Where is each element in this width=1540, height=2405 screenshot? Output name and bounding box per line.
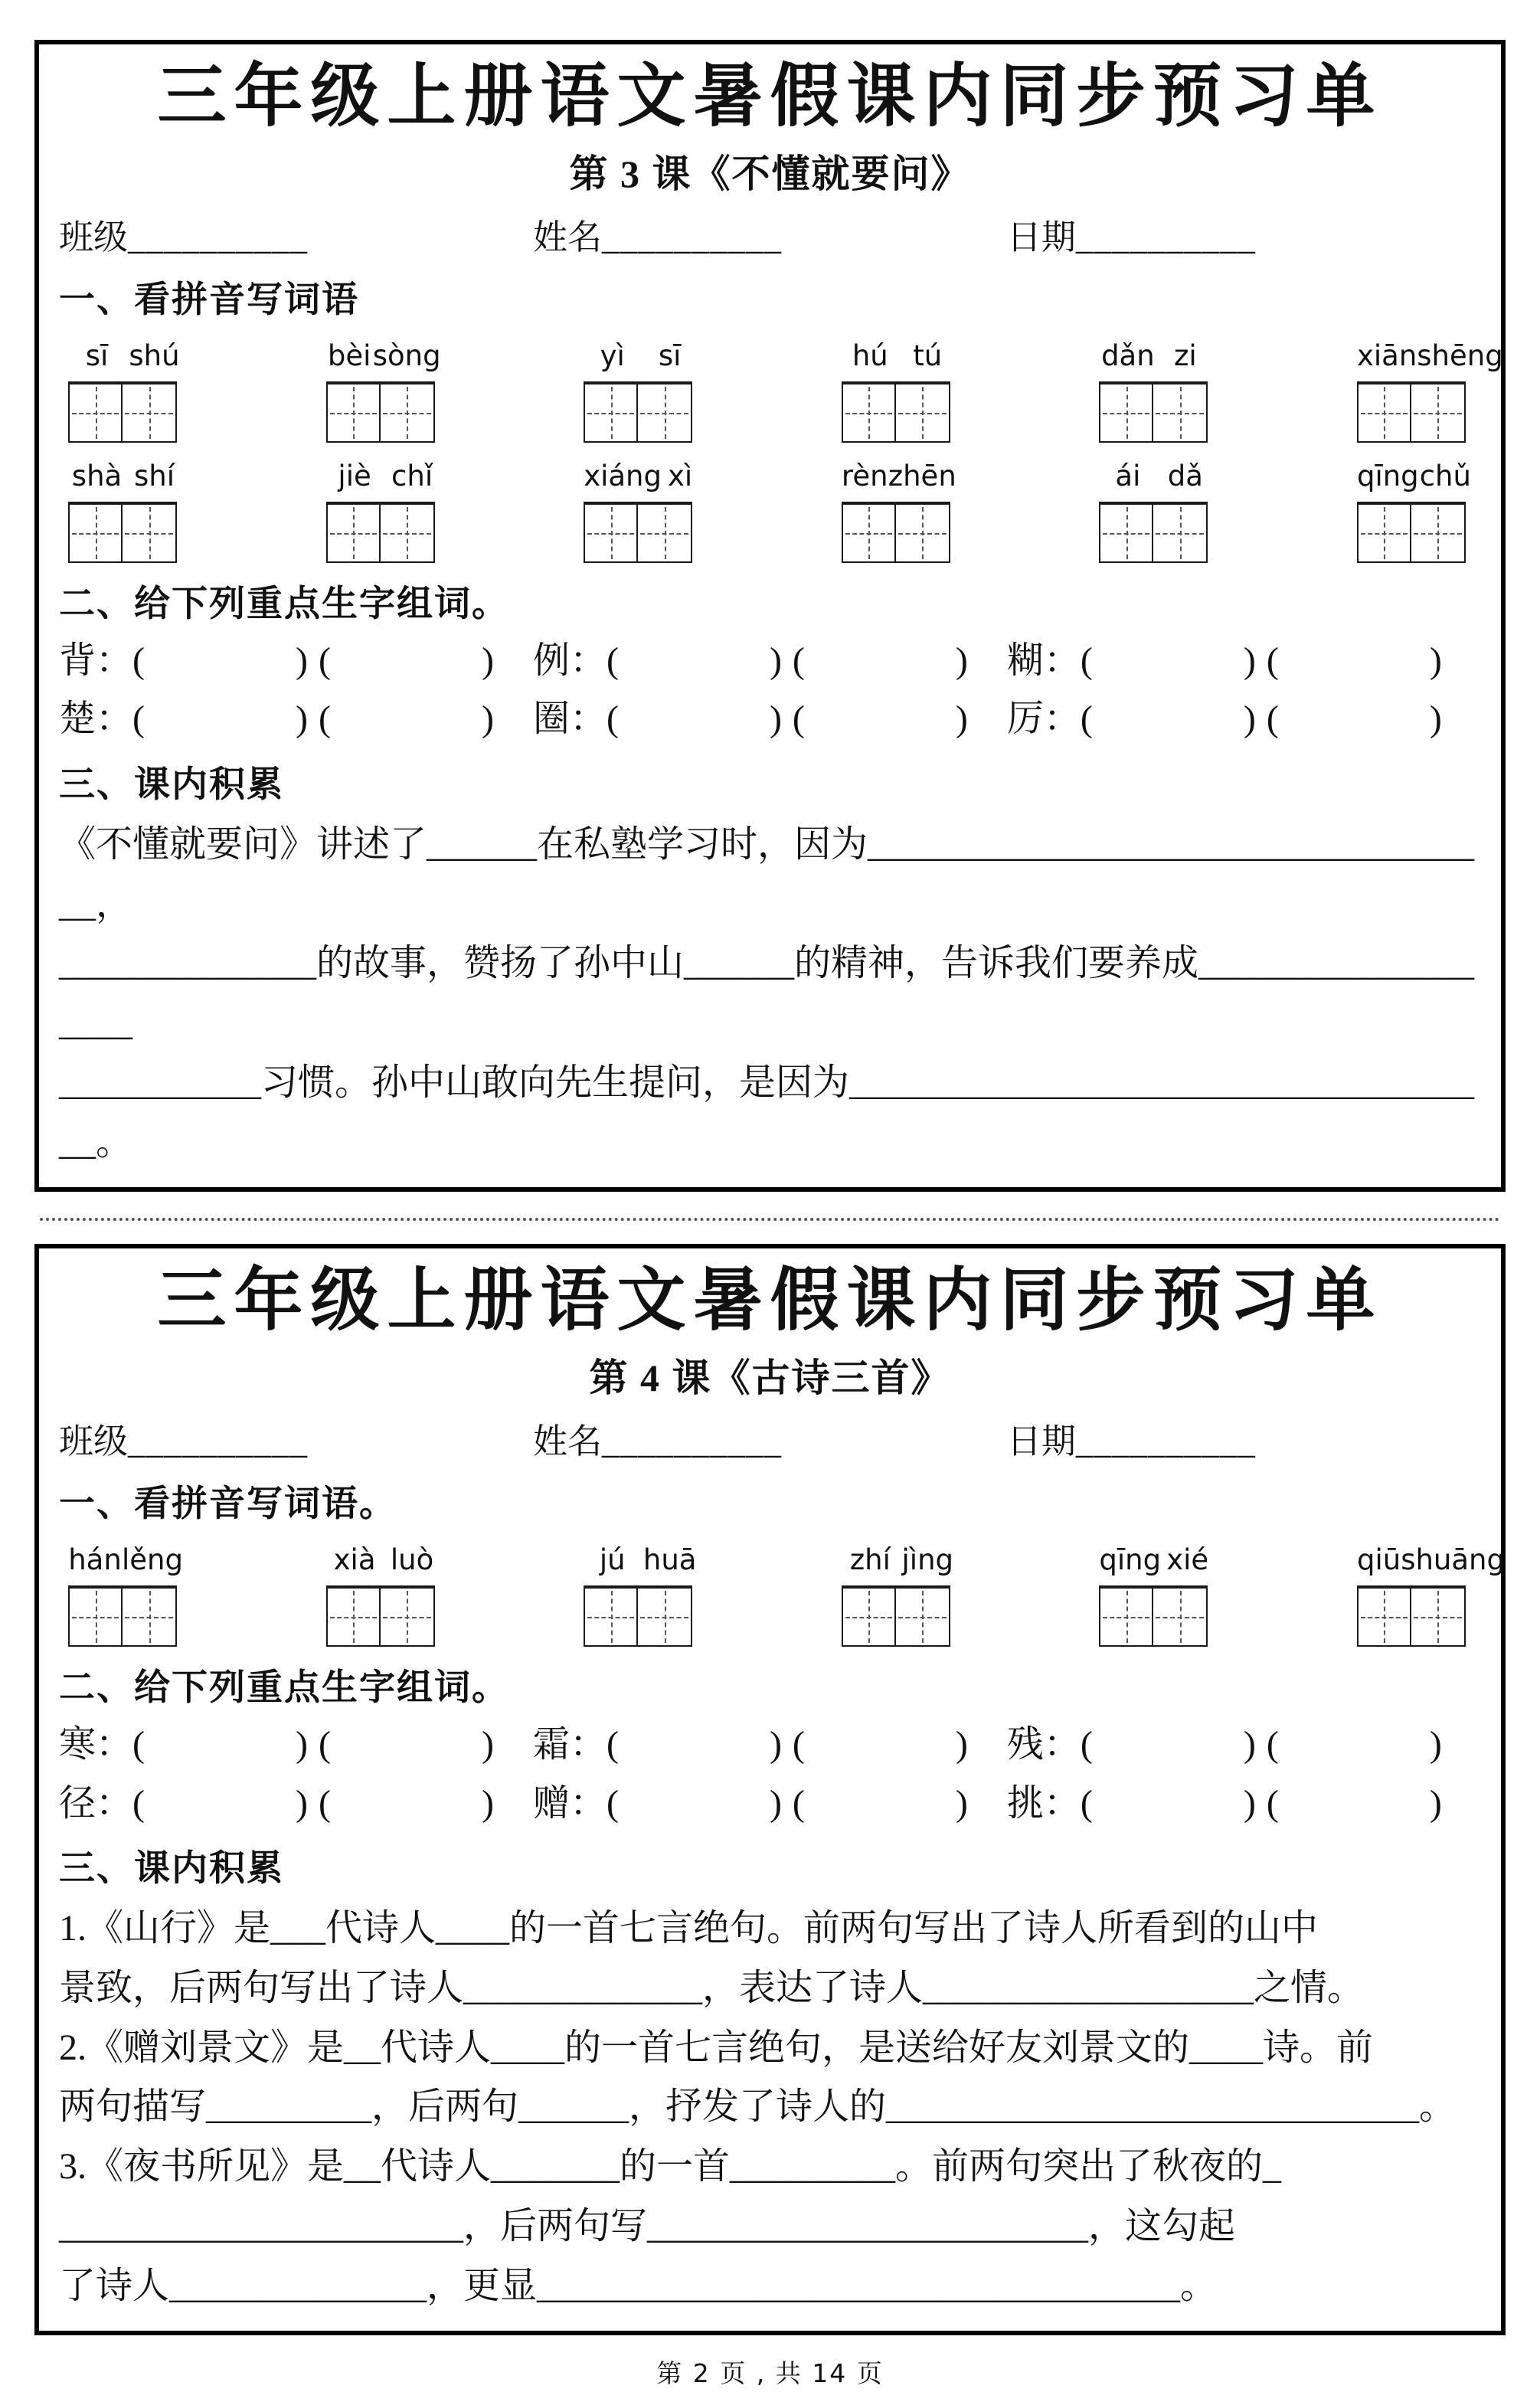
pinyin-label [1099, 460, 1214, 492]
pinyin-label [326, 460, 441, 492]
writing-box [326, 381, 381, 443]
pinyin-syllable-1: hán [68, 1543, 122, 1577]
pinyin-label [1356, 339, 1503, 372]
pinyin-syllable-2: dǎ [1167, 460, 1203, 492]
pinyin-syllable-1: zhí [849, 1543, 891, 1577]
pinyin-word-group [1099, 1543, 1214, 1647]
paren-blanks: ( ) ( ) [606, 699, 969, 740]
page-divider [40, 1218, 1500, 1221]
zuci-group [59, 1780, 533, 1827]
paren-blanks: ( ) ( ) [1080, 699, 1443, 740]
page-title: 三年级上册语文暑假课内同步预习单 [157, 59, 1383, 135]
pinyin-word-group [584, 460, 698, 563]
zuci-group [533, 695, 1007, 743]
pinyin-syllable-1: dǎn [1101, 339, 1155, 372]
field-class [59, 209, 533, 259]
zuci-char: 楚： [59, 699, 133, 740]
zuci-group [59, 1721, 533, 1769]
zuci-char: 厉： [1006, 699, 1081, 740]
field-date-label: 日期 [1006, 218, 1076, 257]
field-date-blank: __________ [1075, 218, 1256, 257]
pinyin-row [59, 1543, 1505, 1647]
writing-box [1357, 381, 1411, 443]
paren-blanks: ( ) ( ) [1080, 1782, 1443, 1824]
paren-blanks: ( ) ( ) [1080, 1724, 1443, 1765]
writing-box [1153, 381, 1208, 443]
paren-blanks: ( ) ( ) [132, 1782, 495, 1824]
pinyin-label [842, 460, 956, 492]
pinyin-syllable-1: qīng [1356, 460, 1419, 492]
pinyin-syllable-2: xì [667, 460, 693, 492]
pinyin-label [1099, 1543, 1214, 1576]
fill-line: 2.《赠刘景文》是__代诗人____的一首七言绝句，是送给好友刘景文的____诗。前 [59, 2027, 1374, 2068]
writing-box [584, 502, 638, 563]
header-fields [59, 209, 1481, 259]
writing-box-pair [68, 502, 183, 563]
writing-box-pair [1357, 1585, 1472, 1647]
writing-box [1153, 502, 1208, 563]
writing-box [842, 381, 896, 443]
pinyin-word-group [842, 1543, 956, 1647]
writing-box [1099, 381, 1153, 443]
field-class-blank: __________ [128, 1422, 309, 1461]
writing-box-pair [326, 1585, 441, 1647]
worksheet-page-1 [34, 40, 1506, 1192]
section-one-heading: 一、看拼音写词语 [59, 279, 359, 321]
field-date-label: 日期 [1006, 1422, 1076, 1461]
writing-box-pair [1357, 502, 1472, 563]
pinyin-syllable-2: chǐ [391, 460, 433, 492]
fill-line: 1.《山行》是___代诗人____的一首七言绝句。前两句写出了诗人所看到的山中 [59, 1908, 1319, 1949]
pinyin-row [59, 339, 1503, 443]
pinyin-syllable-2: jìng [901, 1543, 954, 1577]
section-one-heading: 一、看拼音写词语。 [59, 1483, 397, 1526]
paren-blanks: ( ) ( ) [132, 699, 495, 740]
writing-box [584, 381, 638, 443]
section-three-heading: 三、课内积累 [59, 763, 284, 806]
fill-line: 《不懂就要问》讲述了______在私塾学习时，因为___________________________________， [59, 823, 1475, 924]
pinyin-word-group [1356, 1543, 1505, 1647]
writing-box [1411, 502, 1466, 563]
zuci-row [59, 1721, 1481, 1769]
field-class-label: 班级 [59, 1422, 129, 1461]
pinyin-word-group [1099, 460, 1214, 563]
writing-box [326, 1585, 381, 1647]
zuci-char: 例： [532, 640, 607, 681]
pinyin-label [326, 339, 441, 372]
writing-box-pair [842, 502, 956, 563]
zuci-row [59, 1780, 1481, 1827]
zuci-row [59, 637, 1481, 685]
pinyin-word-group [842, 339, 956, 443]
header-fields [59, 1413, 1481, 1463]
writing-box [896, 381, 950, 443]
paren-blanks: ( ) ( ) [132, 640, 495, 681]
writing-box [326, 502, 381, 563]
pinyin-syllable-1: bèi [327, 339, 371, 372]
writing-box [1153, 1585, 1208, 1647]
writing-box [896, 1585, 950, 1647]
writing-box-pair [1099, 1585, 1214, 1647]
pinyin-syllable-2: shēng [1417, 339, 1503, 372]
pinyin-syllable-1: yì [600, 339, 625, 372]
pinyin-label [68, 460, 183, 492]
pinyin-word-group [326, 460, 441, 563]
writing-box [842, 502, 896, 563]
zuci-row [59, 695, 1481, 743]
field-class-label: 班级 [59, 218, 129, 257]
writing-box-pair [68, 1585, 183, 1647]
writing-box [584, 1585, 638, 1647]
writing-box [638, 1585, 692, 1647]
paren-blanks: ( ) ( ) [606, 1724, 969, 1765]
writing-box [842, 1585, 896, 1647]
zuci-group [533, 637, 1007, 685]
pinyin-syllable-1: hú [852, 339, 888, 372]
pinyin-syllable-2: sī [658, 339, 682, 372]
pinyin-syllable-2: sòng [372, 339, 441, 372]
pinyin-label [1356, 1543, 1505, 1577]
writing-box [896, 502, 950, 563]
pinyin-syllable-2: luò [390, 1543, 434, 1577]
field-name [533, 209, 1007, 259]
fill-line: 3.《夜书所见》是__代诗人_______的一首_________。前两句突出了秋夜的_ [59, 2146, 1282, 2187]
pinyin-label [68, 1543, 183, 1576]
pinyin-syllable-2: tú [913, 339, 943, 372]
pinyin-syllable-2: zhēn [888, 460, 956, 492]
pinyin-word-group [1099, 339, 1214, 443]
field-class [59, 1413, 533, 1463]
pinyin-syllable-1: qiū [1356, 1543, 1401, 1577]
writing-box [68, 502, 123, 563]
pinyin-syllable-2: shuāng [1401, 1543, 1505, 1577]
pinyin-word-group [584, 1543, 698, 1647]
writing-box-pair [584, 1585, 698, 1647]
writing-box-pair [842, 381, 956, 443]
zuci-char: 背： [59, 640, 133, 681]
field-date [1007, 1413, 1481, 1463]
paren-blanks: ( ) ( ) [132, 1724, 495, 1765]
zuci-char: 圈： [532, 699, 607, 740]
writing-box [638, 502, 692, 563]
zuci-char: 径： [59, 1782, 133, 1824]
zuci-char: 霜： [532, 1724, 607, 1765]
field-date [1007, 209, 1481, 259]
field-date-blank: __________ [1075, 1422, 1256, 1461]
writing-box-pair [1357, 381, 1472, 443]
writing-box [381, 381, 435, 443]
pinyin-word-group [584, 339, 698, 443]
zuci-char: 寒： [59, 1724, 133, 1765]
pinyin-label [326, 1543, 441, 1576]
zuci-group [533, 1721, 1007, 1769]
field-name-label: 姓名 [532, 1422, 602, 1461]
pinyin-word-group [326, 1543, 441, 1647]
pinyin-label [68, 339, 183, 372]
pinyin-syllable-1: jiè [338, 460, 371, 492]
paren-blanks: ( ) ( ) [606, 1782, 969, 1824]
writing-box-pair [1099, 502, 1214, 563]
pinyin-label [584, 339, 698, 372]
writing-box-pair [842, 1585, 956, 1647]
pinyin-syllable-2: zi [1174, 339, 1197, 372]
zuci-group [1007, 695, 1481, 743]
pinyin-label [842, 339, 956, 372]
pinyin-label [1357, 460, 1472, 492]
zuci-char: 残： [1006, 1724, 1081, 1765]
pinyin-syllable-1: xiáng [584, 460, 662, 492]
writing-box [123, 502, 177, 563]
fill-line: 景致，后两句写出了诗人_____________，表达了诗人__________________之情。 [59, 1967, 1365, 2008]
writing-box [638, 381, 692, 443]
writing-box [381, 502, 435, 563]
pinyin-syllable-2: shú [129, 339, 180, 372]
fill-in-area [59, 1899, 1481, 2315]
fill-line: 了诗人______________，更显___________________________________。 [59, 2265, 1218, 2306]
writing-box-pair [584, 381, 698, 443]
writing-box [123, 381, 177, 443]
pinyin-word-group [68, 1543, 183, 1647]
field-class-blank: __________ [128, 218, 309, 257]
writing-box-pair [584, 502, 698, 563]
writing-box [1411, 1585, 1466, 1647]
pinyin-word-group [842, 460, 956, 563]
zuci-group [1007, 1721, 1481, 1769]
pinyin-syllable-1: qīng [1099, 1543, 1162, 1577]
writing-box [68, 1585, 123, 1647]
section-three-heading: 三、课内积累 [59, 1847, 284, 1890]
field-name [533, 1413, 1007, 1463]
fill-in-area [59, 815, 1481, 1173]
pinyin-word-group [68, 339, 183, 443]
zuci-char: 糊： [1006, 640, 1081, 681]
writing-box [68, 381, 123, 443]
zuci-group [533, 1780, 1007, 1827]
writing-box-pair [68, 381, 183, 443]
pinyin-syllable-2: lěng [122, 1543, 183, 1577]
zuci-group [59, 695, 533, 743]
fill-line: ______________的故事，赞扬了孙中山______的精神，告诉我们要养成___________________ [59, 943, 1475, 1044]
writing-box [1411, 381, 1466, 443]
page-footer: 第 2 页 , 共 14 页 [656, 2358, 884, 2389]
fill-line: ______________________，后两句写________________________，这勾起 [59, 2205, 1236, 2246]
field-name-label: 姓名 [532, 218, 602, 257]
paren-blanks: ( ) ( ) [1080, 640, 1443, 681]
writing-box-pair [1099, 381, 1214, 443]
pinyin-row [59, 460, 1481, 563]
zuci-char: 挑： [1006, 1782, 1081, 1824]
zuci-group [59, 637, 533, 685]
writing-box [123, 1585, 177, 1647]
pinyin-syllable-1: sī [85, 339, 109, 372]
writing-box [1357, 502, 1411, 563]
pinyin-syllable-1: rèn [841, 460, 888, 492]
pinyin-syllable-1: xià [333, 1543, 376, 1577]
field-name-blank: __________ [601, 218, 782, 257]
pinyin-syllable-2: xié [1166, 1543, 1209, 1577]
page-title: 三年级上册语文暑假课内同步预习单 [157, 1263, 1383, 1340]
paren-blanks: ( ) ( ) [606, 640, 969, 681]
writing-box [1099, 1585, 1153, 1647]
pinyin-word-group [326, 339, 441, 443]
pinyin-syllable-1: shà [71, 460, 123, 492]
pinyin-label [584, 460, 698, 492]
zuci-group [1007, 1780, 1481, 1827]
pinyin-word-group [1357, 460, 1472, 563]
writing-box [1099, 502, 1153, 563]
writing-box [1357, 1585, 1411, 1647]
pinyin-word-group [68, 460, 183, 563]
pinyin-label [842, 1543, 956, 1576]
writing-box-pair [326, 502, 441, 563]
pinyin-syllable-2: huā [642, 1543, 697, 1577]
pinyin-label [584, 1543, 698, 1576]
pinyin-syllable-2: chǔ [1419, 460, 1471, 492]
pinyin-syllable-2: shí [133, 460, 175, 492]
section-two-heading: 二、给下列重点生字组词。 [59, 583, 509, 625]
section-two-heading: 二、给下列重点生字组词。 [59, 1667, 509, 1710]
writing-box-pair [326, 381, 441, 443]
pinyin-label [1099, 339, 1214, 372]
pinyin-syllable-1: jú [599, 1543, 626, 1577]
lesson-subtitle: 第 3 课《不懂就要问》 [569, 152, 971, 195]
fill-line: ___________习惯。孙中山敢向先生提问，是因为____________________________________。 [59, 1062, 1475, 1163]
pinyin-syllable-1: xiān [1356, 339, 1417, 372]
worksheet-page-2 [34, 1244, 1506, 2335]
zuci-char: 赠： [532, 1782, 607, 1824]
zuci-group [1007, 637, 1481, 685]
pinyin-word-group [1356, 339, 1503, 443]
fill-line: 两句描写_________，后两句______，抒发了诗人的_____________________________。 [59, 2086, 1457, 2128]
field-name-blank: __________ [601, 1422, 782, 1461]
pinyin-syllable-1: ái [1115, 460, 1141, 492]
lesson-subtitle: 第 4 课《古诗三首》 [589, 1356, 951, 1400]
writing-box [381, 1585, 435, 1647]
